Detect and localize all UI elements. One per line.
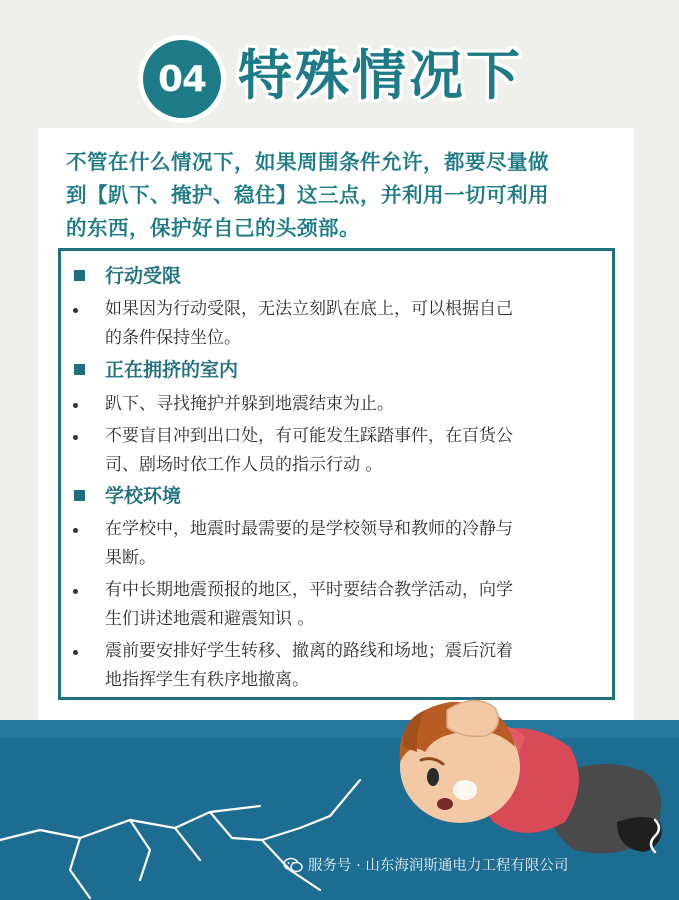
item-line: 的条件保持坐位。 [105,328,241,348]
bullet-icon [73,650,78,655]
section-number-badge: 04 [143,40,221,118]
page-title: 特殊情况下 [238,44,523,107]
intro-line: 不管在什么情况下，如果周围条件允许，都要尽量做 [66,150,549,174]
watermark [283,852,568,880]
item-text [105,576,615,634]
watermark-text: 服务号 · 山东海润斯通电力工程有限公司 [308,858,569,874]
item-line: 震前要安排好学生转移、撤离的路线和场地；震后沉着 [105,641,513,661]
item-text [105,390,615,419]
item-line: 趴下、寻找掩护并躲到地震结束为止。 [105,394,394,414]
tips-box [58,248,615,700]
section-title: 学校环境 [105,485,182,507]
content-card [38,128,634,720]
bullet-icon [73,528,78,533]
header [0,0,679,128]
item-line: 有中长期地震预报的地区，平时要结合教学活动，向学 [105,580,513,600]
bullet-icon [73,308,78,313]
section-title: 行动受限 [105,265,182,287]
item-line: 司、剧场时依工作人员的指示行动 。 [105,455,383,475]
section-heading-school [61,483,612,509]
item-line: 不要盲目冲到出口处，有可能发生踩踏事件，在百货公 [105,426,513,446]
item-text [105,422,615,480]
section-heading-mobility [61,263,612,289]
bullet-icon [73,435,78,440]
person-covering-head-illustration [355,672,679,872]
item-line: 地指挥学生有秩序地撤离。 [105,670,309,690]
bullet-icon [73,403,78,408]
bullet-icon [73,589,78,594]
square-bullet-icon [74,490,85,501]
item-text [105,295,615,353]
item-line: 如果因为行动受限，无法立刻趴在底上，可以根据自己 [105,299,513,319]
item-line: 在学校中，地震时最需要的是学校领导和教师的冷静与 [105,519,513,539]
item-text [105,515,615,573]
intro-line: 到【趴下、掩护、稳住】这三点，并利用一切可利用 [66,183,549,207]
section-heading-crowded-indoor [61,357,612,383]
item-line: 生们讲述地震和避震知识 。 [105,609,315,629]
intro-text [66,146,626,245]
item-line: 果断。 [105,548,156,568]
wechat-icon [283,857,303,873]
intro-line: 的东西，保护好自己的头颈部。 [66,216,360,240]
square-bullet-icon [74,364,85,375]
square-bullet-icon [74,270,85,281]
section-title: 正在拥挤的室内 [105,359,239,381]
